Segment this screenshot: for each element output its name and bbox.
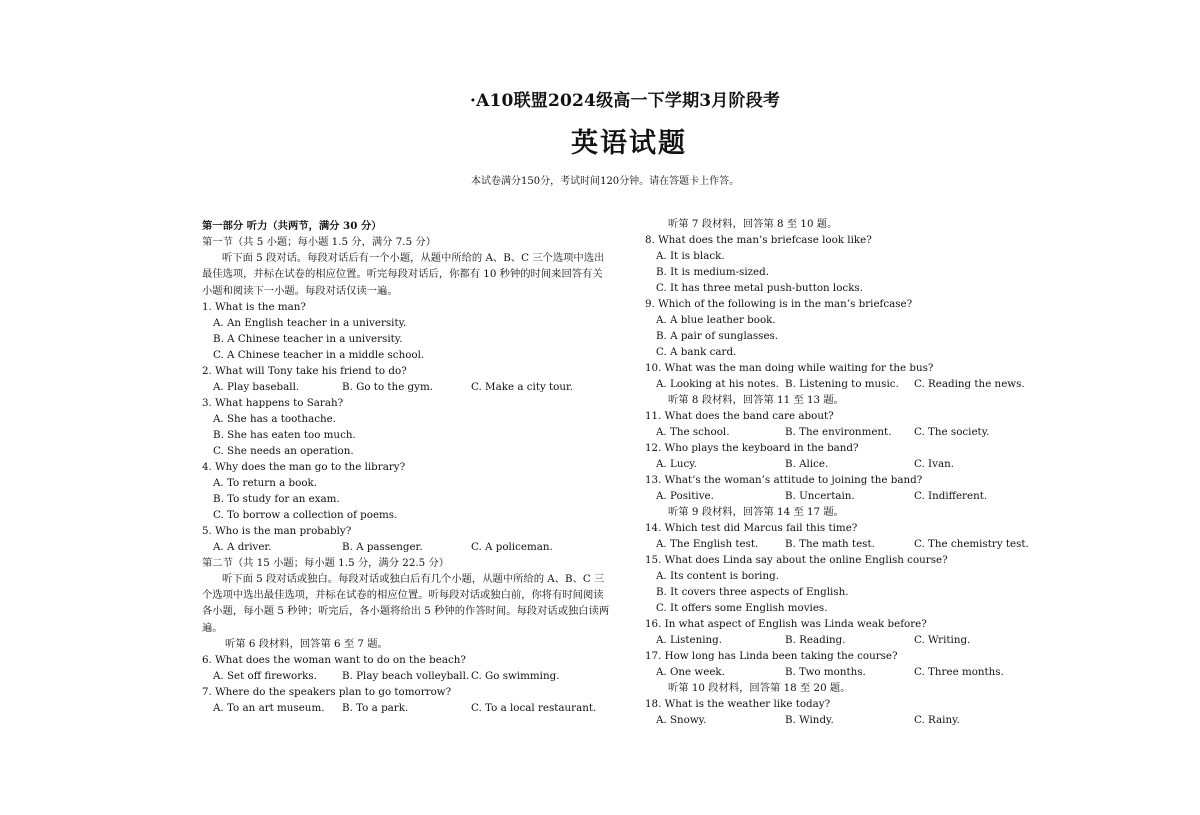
question-stem: 7. Where do the speakers plan to go tomorrow? [202,686,452,699]
option-a: A. The English test. [656,538,759,550]
question-stem: 12. Who plays the keyboard in the band? [645,442,859,454]
option-row [645,376,1045,392]
option-b: B. Listening to music. [785,378,899,390]
option-a: A. The school. [656,426,730,438]
question-stem: 3. What happens to Sarah? [202,396,344,409]
option-a: A. Lucy. [656,458,697,470]
question-stem: 16. In what aspect of English was Linda weak before? [645,618,927,630]
option-a: A. It is black. [656,250,725,262]
option-c: C. Make a city tour. [471,380,574,393]
page-title: 英语试题 [571,128,687,159]
option-b: B. The math test. [785,538,875,550]
option-c: C. Go swimming. [471,670,560,683]
material-instruction: 听第 8 段材料，回答第 11 至 13 题。 [668,394,844,406]
right-column [645,216,1045,728]
option-c: C. Reading the news. [914,378,1025,390]
option-a: A. To an art museum. [213,702,325,715]
question-stem: 13. What’s the woman’s attitude to joining the band? [645,474,923,486]
option-a: A. One week. [656,666,725,678]
option-b: B. Two months. [785,666,866,678]
option-row [202,539,612,555]
option-b: B. A Chinese teacher in a university. [213,332,403,345]
exam-notice: 本试卷满分150分，考试时间120分钟。请在答题卡上作答。 [471,176,740,187]
material-instruction: 听第 9 段材料，回答第 14 至 17 题。 [668,506,844,518]
option-a: A. A driver. [213,540,272,553]
question-stem: 2. What will Tony take his friend to do? [202,364,407,377]
question-stem: 5. Who is the man probably? [202,524,352,537]
option-row [202,668,612,684]
option-b: B. Alice. [785,458,829,470]
option-row [645,424,1045,440]
question-stem: 1. What is the man? [202,300,306,313]
option-row [645,632,1045,648]
left-column [202,218,612,716]
option-a: A. Listening. [656,634,723,646]
option-c: C. Ivan. [914,458,954,470]
option-c: C. A Chinese teacher in a middle school. [213,348,425,361]
option-b: B. Go to the gym. [342,380,434,393]
option-row [645,712,1045,728]
option-b: B. The environment. [785,426,892,438]
part-heading: 第一部分 听力（共两节，满分 30 分） [202,220,382,232]
option-c: C. Indifferent. [914,490,988,502]
section-heading: 第二节（共 15 小题；每小题 1.5 分，满分 22.5 分） [202,556,450,569]
section-instructions: 听下面 5 段对话。每段对话后有一个小题，从题中所给的 A、B、C 三个选项中选出最佳选项，并标在试卷的相应位置。听完每段对话后，你都有 10 秒钟的时间来回答有关小题和阅读下一小题。每段对话仅读一遍。 [202,252,605,297]
question-stem: 15. What does Linda say about the online English course? [645,554,948,566]
option-a: A. Snowy. [656,714,707,726]
option-b: B. Windy. [785,714,834,726]
section-heading: 第一节（共 5 小题；每小题 1.5 分，满分 7.5 分） [202,236,436,248]
question-stem: 6. What does the woman want to do on the beach? [202,654,466,667]
option-a: A. Set off fireworks. [213,670,317,683]
option-row [645,536,1045,552]
option-b: B. It is medium-sized. [656,266,770,278]
option-a: A. An English teacher in a university. [213,316,407,329]
option-b: B. To study for an exam. [213,492,340,505]
question-stem: 8. What does the man’s briefcase look like? [645,234,872,246]
option-a: A. Looking at his notes. [656,378,779,390]
option-c: C. She needs an operation. [213,444,354,457]
option-row [645,664,1045,680]
option-c: C. The society. [914,426,990,438]
option-c: C. It offers some English movies. [656,602,828,614]
question-stem: 4. Why does the man go to the library? [202,460,406,473]
question-stem: 9. Which of the following is in the man’s briefcase? [645,298,913,310]
option-row [645,488,1045,504]
material-instruction: 听第 6 段材料，回答第 6 至 7 题。 [225,638,388,651]
option-row [202,700,612,716]
exam-header: ·A10联盟2024级高一下学期3月阶段考 [470,91,781,111]
option-c: C. Writing. [914,634,971,646]
option-c: C. A bank card. [656,346,737,358]
option-row [202,379,612,395]
option-b: B. Uncertain. [785,490,855,502]
option-c: C. It has three metal push-button locks. [656,282,863,294]
question-stem: 18. What is the weather like today? [645,698,831,710]
question-stem: 11. What does the band care about? [645,410,834,422]
question-stem: 14. Which test did Marcus fail this time? [645,522,858,534]
question-stem: 10. What was the man doing while waiting for the bus? [645,362,934,374]
option-b: B. Reading. [785,634,846,646]
option-a: A. Its content is boring. [656,570,779,582]
material-instruction: 听第 10 段材料，回答第 18 至 20 题。 [668,682,851,694]
option-b: B. To a park. [342,702,409,715]
option-c: C. The chemistry test. [914,538,1029,550]
question-stem: 17. How long has Linda been taking the course? [645,650,898,662]
option-a: A. Positive. [656,490,714,502]
option-c: C. To a local restaurant. [471,702,597,715]
option-b: B. Play beach volleyball. [342,670,470,683]
option-b: B. It covers three aspects of English. [656,586,849,598]
option-b: B. A passenger. [342,540,423,553]
section-instructions: 听下面 5 段对话或独白。每段对话或独白后有几个小题，从题中所给的 A、B、C 三个选项中选出最佳选项，并标在试卷的相应位置。听每段对话或独白前，你将有时间阅读各小题，每小题 5 秒钟；听完后，各小题将给出 5 秒钟的作答时间。每段对话或独白读两遍。 [202,572,610,634]
option-c: C. A policeman. [471,540,553,553]
option-a: A. She has a toothache. [213,412,336,425]
option-row [645,456,1045,472]
option-a: A. A blue leather book. [656,314,776,326]
option-a: A. Play baseball. [213,380,300,393]
option-c: C. Three months. [914,666,1004,678]
option-c: C. To borrow a collection of poems. [213,508,398,521]
option-b: B. A pair of sunglasses. [656,330,779,342]
option-a: A. To return a book. [213,476,318,489]
option-c: C. Rainy. [914,714,960,726]
material-instruction: 听第 7 段材料，回答第 8 至 10 题。 [668,218,838,230]
option-b: B. She has eaten too much. [213,428,356,441]
